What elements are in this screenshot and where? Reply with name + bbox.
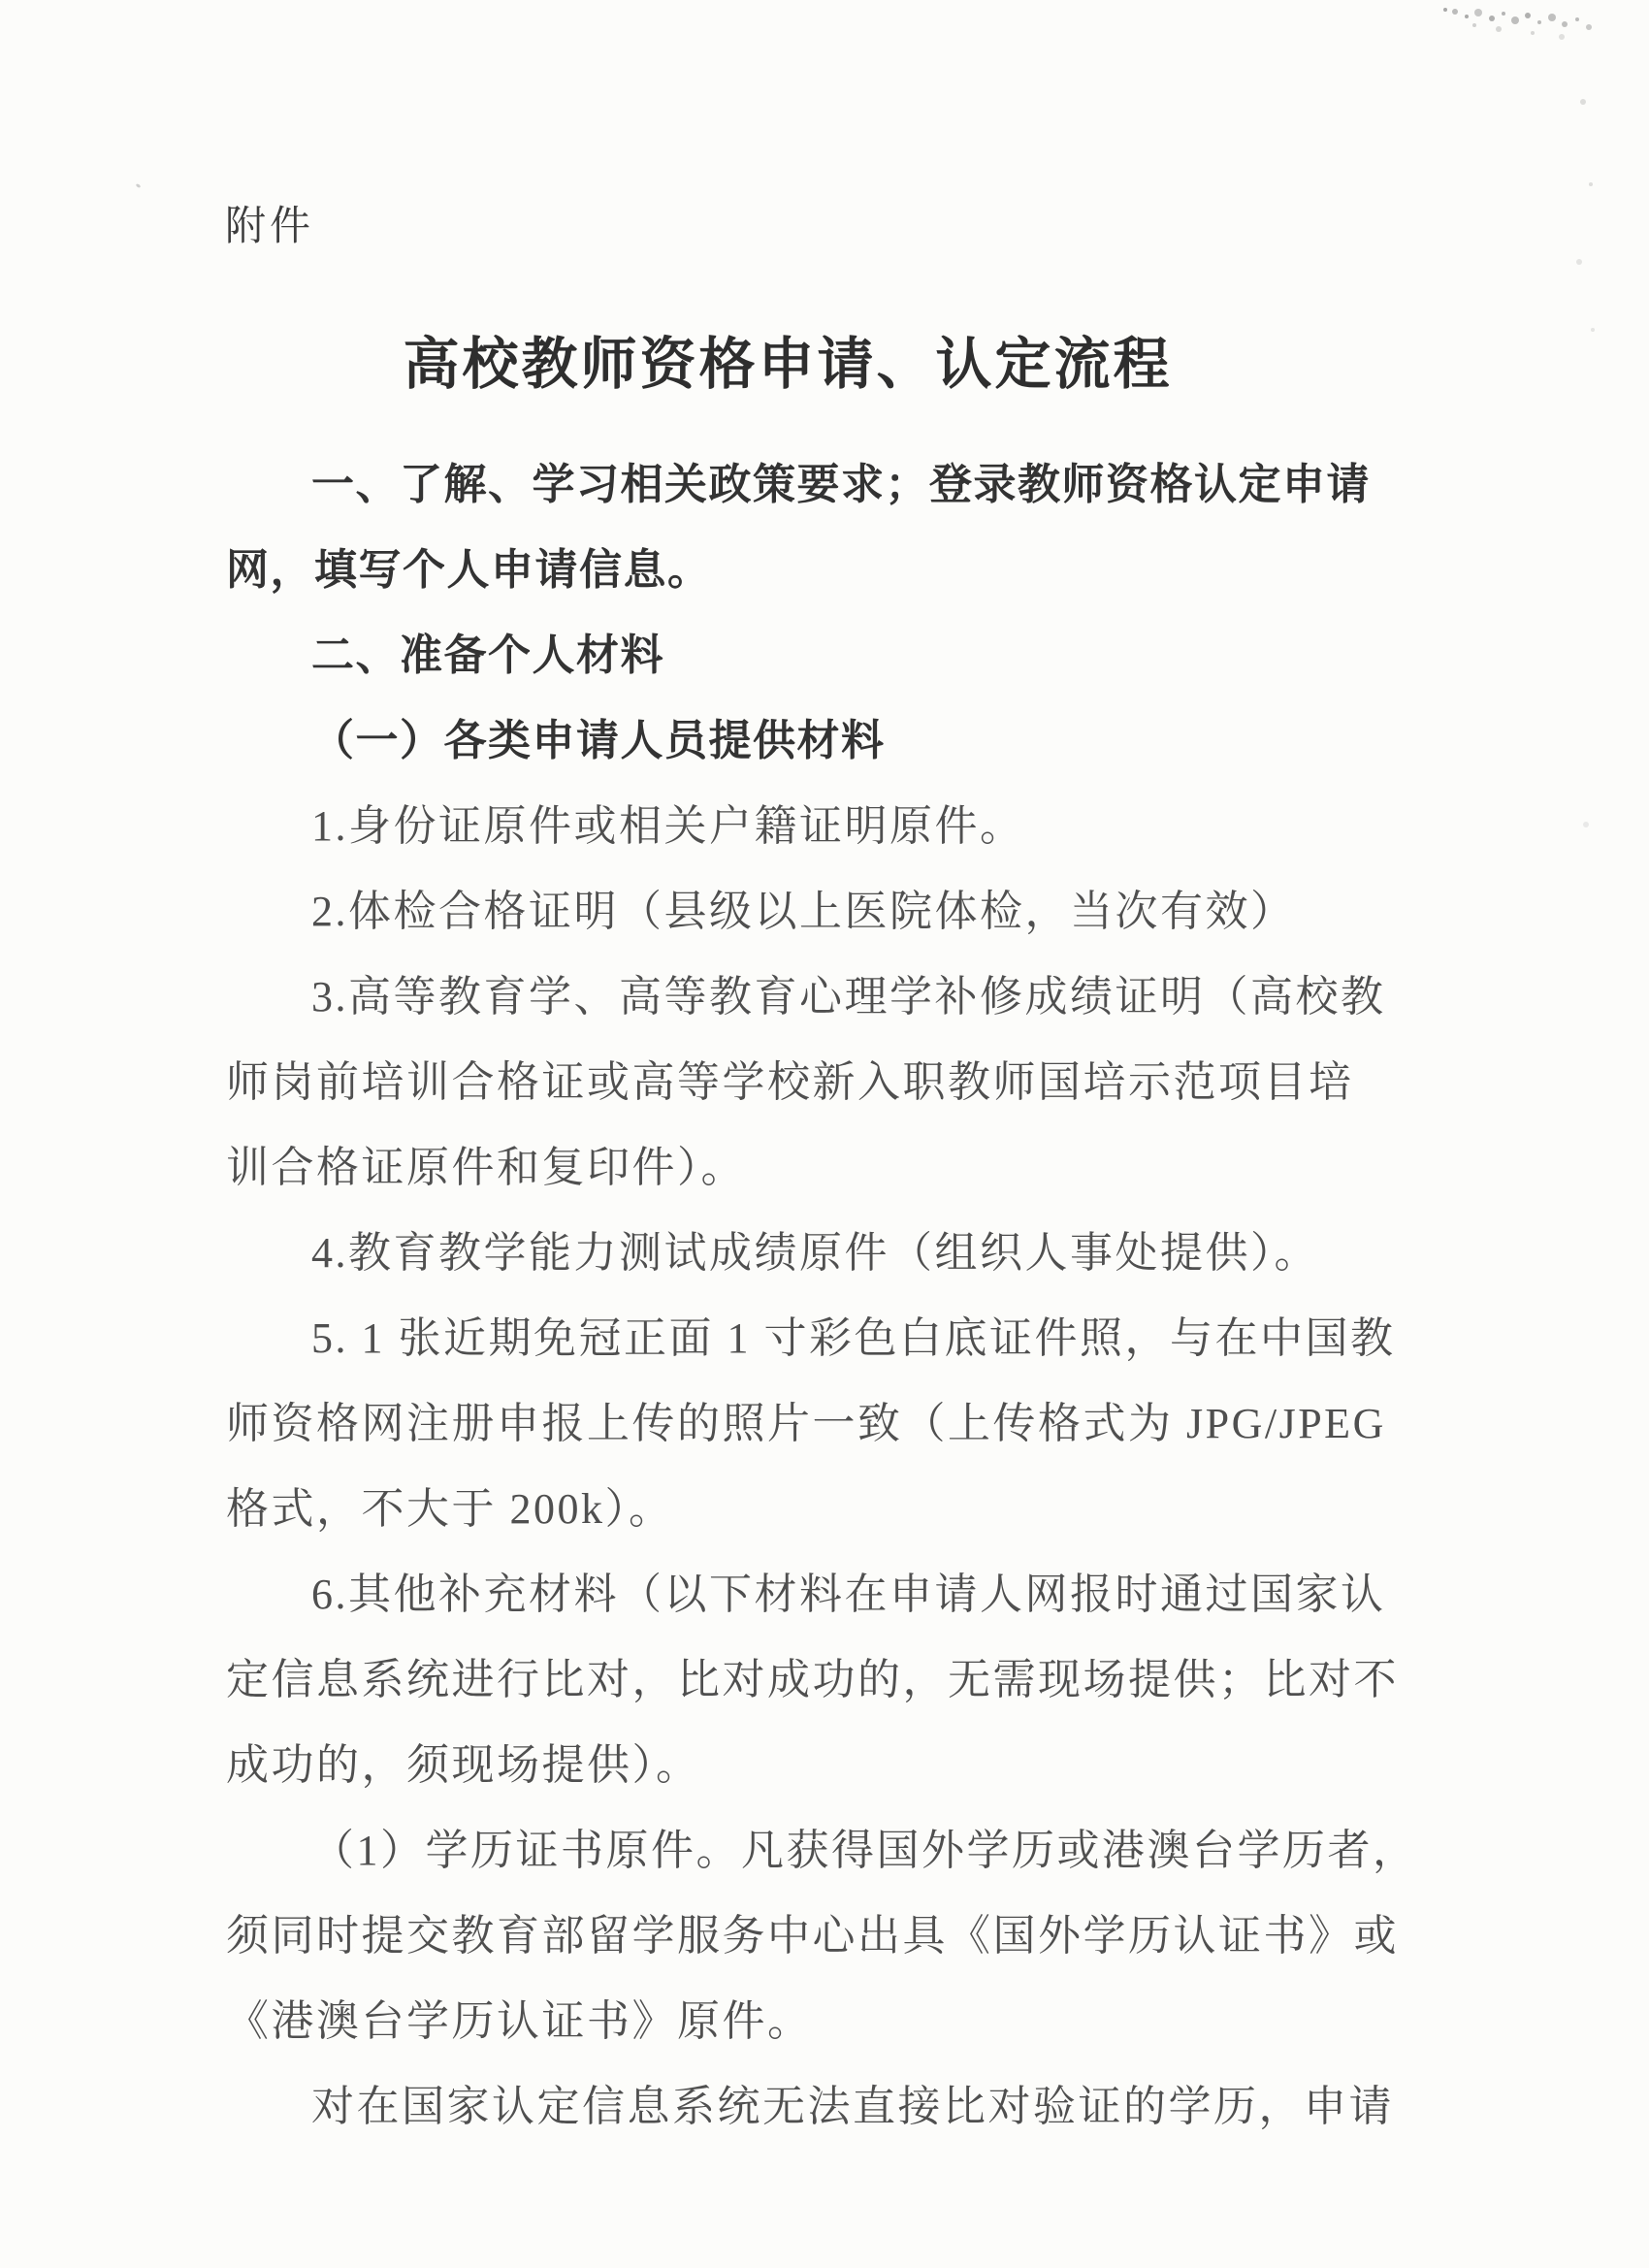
- text-line: 2.体检合格证明（县级以上医院体检，当次有效）: [311, 888, 1296, 935]
- text-line: 6.其他补充材料（以下材料在申请人网报时通过国家认: [311, 1571, 1386, 1618]
- document-title: 高校教师资格申请、认定流程: [403, 333, 1173, 396]
- text-line: 3.高等教育学、高等教育心理学补修成绩证明（高校教: [311, 973, 1386, 1021]
- text-line: 格式，不大于 200k）。: [226, 1485, 674, 1533]
- text-line: 网，填写个人申请信息。: [226, 546, 712, 594]
- text-line: （1）学历证书原件。凡获得国外学历或港澳台学历者，: [311, 1827, 1418, 1874]
- text-line: 师岗前培训合格证或高等学校新入职教师国培示范项目培: [226, 1058, 1354, 1106]
- text-line: 《港澳台学历认证书》原件。: [226, 1997, 813, 2045]
- text-line: 4.教育教学能力测试成绩原件（组织人事处提供）。: [311, 1229, 1319, 1277]
- text-line: 一、了解、学习相关政策要求；登录教师资格认定申请: [311, 461, 1371, 508]
- text-line: 须同时提交教育部留学服务中心出具《国外学历认证书》或: [226, 1912, 1399, 1960]
- scan-noise-dot: [136, 183, 142, 188]
- attachment-label: 附件: [225, 205, 315, 249]
- text-line: 成功的，须现场提供）。: [226, 1741, 701, 1789]
- text-line: （一）各类申请人员提供材料: [311, 717, 886, 764]
- text-line: 对在国家认定信息系统无法直接比对验证的学历，申请: [311, 2083, 1394, 2130]
- scan-noise-top-right: [1443, 8, 1447, 12]
- text-line: 1.身份证原件或相关户籍证明原件。: [311, 802, 1025, 850]
- document-body: [226, 442, 1418, 2150]
- text-line: 5. 1 张近期免冠正面 1 寸彩色白底证件照，与在中国教: [311, 1314, 1396, 1362]
- text-line: 二、准备个人材料: [311, 632, 664, 679]
- text-line: 师资格网注册申报上传的照片一致（上传格式为 JPG/JPEG: [226, 1400, 1386, 1447]
- text-line: 定信息系统进行比对，比对成功的，无需现场提供；比对不: [226, 1656, 1399, 1703]
- text-line: 训合格证原件和复印件）。: [226, 1144, 746, 1191]
